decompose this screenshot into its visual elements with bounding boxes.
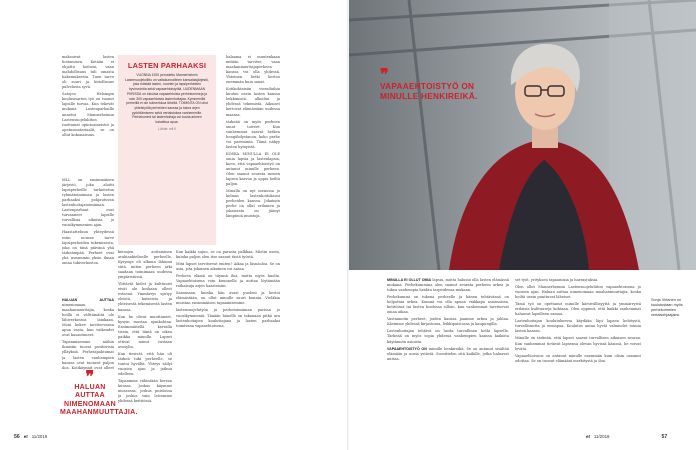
sidebar-body: VUONNA 1920 perustettu Mannerheimin Lastensuojeluliitto on valtakunnallinen kansalaisjärjestö, joka edistää lasten, nuorten ja lapsiperheiden hyvinvointia sekä vapaaehtoistyötä. UUDENMAAN PIIRISSÄ on lukuisia vapaaehtoisia perhekummeja ja noin 300 vapaaehtoista lastenhoitajaa. Kymmenillä perheillä ei ole tukiverkkoa lähellä. TOIMINTA ON ollut yhteistyötä perheiden kanssa ja tukea arjen pyörittämiseen sekä vertaistukea vanhemmille. Perhekummi tai lastenhoitaja voi tuoda arkeen kaivattua apua. [125, 73, 209, 125]
photo-caption: Sonja Virtanen on koulutustaan myös perhekummien vertaisohjaajaksi. [651, 298, 683, 317]
left-col3-bottom [176, 250, 280, 435]
paragraph: Vapaaehtoisuus on antanut minulle enemmän kuin olisin osannut odottaa. Se on tuonut elämääni merkitystä ja iloa. [515, 353, 641, 363]
pullquote-text: VAPAAEHTOISTYÖ ON MINULLE HENKIREIKÄ. [380, 82, 478, 101]
paragraph: maksoivat lasten hoitamisen. Ketään ei ohjattu hoitoon, vaan mahdollisuus tuli omasta hakemuksesta. Tuen tarve oli suuri ja kiitollisuus palvelusta syvä. [62, 55, 114, 90]
portrait-photo [349, 0, 696, 270]
sidebar-title: LASTEN PARHAAKSI [127, 61, 207, 70]
paragraph: Lastenhoitajan tehtävä on luoda turvallinen hetki lapselle. Tärkeää on myös sopia yhdessä vanhempien kanssa kaikista käytännön asioista. [387, 329, 509, 344]
left-col1-bottom [62, 298, 114, 370]
quote-mark-icon: ❞ [85, 367, 95, 386]
right-col1 [387, 278, 509, 428]
paragraph: Tapaamisemme näihin ihmisiin tuovat positiivisia ylläyksiä. Perhetapahtumat ja lasten vanhempien kanssa ovat tuoneet paljon iloa. Kotikäynnit ovat olleet [62, 340, 114, 370]
paragraph: Ylittävät kielet ja kulttuurit eivät ole koskaan olleet esteenä. Ymmärrys syntyy eleistä, katseista ja yhteisestä tekemisestä lasten kanssa. [118, 282, 172, 312]
paragraph: Tämä työ on opettanut minulle kärsivällisyyttä ja ymmärrystä erilaisia kulttuureja kohtaan. Olen oppinut, että kaikki vanhemmat haluavat lapsilleen samaa. [515, 302, 641, 317]
issue-label: 11/2019 [31, 434, 48, 439]
paragraph: lastensuojelutyön ja perhetoiminnan parissa jo vuosikymmeniä. Tänään hänellä on takanaan pitkä ura lastenhoitajien kouluttajana ja lasten parhaaksi toimivana vapaaehtoisena. [176, 308, 280, 328]
paragraph: nimenomaan maahanmuuttajia, koska heillä ei välttämättä ole lähiverkostoa lainkaan. Moni kokee tarvitsevansa apua vasta, kun vaikeudet ovat kasautuneet. [62, 303, 114, 338]
lead-in: MINULLA EI OLLUT OMIA [387, 278, 432, 282]
paragraph: Minulla on nyt menossa jo kolmas lastenhoitokausi perheiden kanssa. Jokainen perhe on ollut erilainen ja jokaisesta on jäänyt lämpimiä muistoja. [226, 189, 280, 219]
paragraph: Perhekummi on tukena perheelle ja hänen tehtävänsä on helpottaa arkea. Kummi voi olla apuna vaikkapa asioinnissa, kotitöissä tai lasten hoidossa silloin, kun vanhemmat tarvitsevat omaa aikaa. [387, 295, 509, 315]
page-number: 57 [661, 434, 668, 440]
sidebar-source: Lähde: mll.fi [158, 126, 176, 131]
left-pullquote [60, 367, 138, 418]
right-folio [586, 434, 667, 440]
paragraph: Vastaanotin perheet, joiden kanssa jaamme arkea ja juhlaa. Kävimme yhdessä kirjastossa, leikkipuistossa ja kaupungilla. [387, 317, 509, 327]
paragraph: Minulle on tärkeää, että lapset saavat turvallisen aikuisen seuraa. Kun vanhemmat tietävät lapsensa olevan hyvissä käsissä, he voivat levätä. [515, 336, 641, 351]
paragraph: MLL on ensimmäinen järjestö, joka aloitti lapsiperheille tarkoitetun ryhmätoiminnan ja lasten parhaaksi pohjautuvan lastenhoitajatoiminnan. Lastenparhaat ovat turvanneet lapsille turvallisia aikuisia jo vuosikymmenien ajan. [62, 178, 114, 228]
paragraph: Mitä lapset tarvitsevat eniten? Aikaa ja läsnäoloa. Se on asia, jota jokainen aikuinen voi antaa. [176, 262, 280, 272]
magazine-name: et [23, 434, 28, 439]
left-col1-top [62, 55, 114, 175]
lead-in: HALUAN AUTTAA [62, 298, 114, 302]
paragraph: Haastatteluun yhteydessä esiin nousee tarve lapsiperheiden tukemisesta, joka on tänä päivänä yhä tärkeämpää. Perheet ovat yhä useammin yksin ilman omaa tukiverkostoa. [62, 230, 114, 265]
issue-label: 11/2019 [593, 434, 610, 439]
right-pullquote [380, 65, 480, 101]
paragraph: Kun he olivat muuttaneet, kysyin mustaa ajankohtaa. Ensimmäisellä kerralla tiesin, että tämä on oikea paikka minulle. Lapset ottivat minut vastaan avosylin. [118, 314, 172, 349]
right-col2 [515, 278, 641, 428]
paragraph: Sanomaan, kuinka hän avasi puoleni ja kertoi elämästään, on ollut minulle suuri kunnia. Vieläkin muistan ensimmäisen tapaamisemme. [176, 291, 280, 306]
lead-in: VAPAAEHTOISTYÖ ON [387, 346, 427, 351]
paragraph: Kun tiesivät, että hän oli tärkeä tuki perheelle, se tuntui hyvältä. Yhteys säilyi vuosien ajan ja jatkuu edelleen. [118, 351, 172, 377]
left-folio [14, 434, 47, 440]
paragraph: Kotikohtaisiin vierailuihin kuuluu usein lasten kanssa leikkimistä, ulkoilua ja yhdessä tekemistä. Aikuiset kertovat elämästään uudessa maassa. [226, 87, 280, 117]
paragraph: halaama ei muutenkaan mitään tarvitse, vaan maahanmuuttajaperheen kanssa voi olla yhdessä. Yhteinen hetki kertoo enemmän kuin sanat. [226, 55, 280, 85]
paragraph: Kun kaikki sujuu, se on parasta palkkaa. Mietin usein, kuinka paljon olen itse saanut tästä työstä. [176, 250, 280, 260]
paragraph: KOSKA MINULLA EI OLE omia lapsia ja lastenlapsia, koen, että vapaaehtoistyö on antanut minulle perheen. Olen saanut seurata monen lapsen kasvua ja oppia heiltä paljon. [226, 151, 280, 187]
paragraph: minulle henkireikä. Se on antanut sisältöä elämään ja uusia ystäviä. Suosittelen sitä kaikille, jotka haluavat auttaa. [387, 346, 509, 361]
portrait-illustration [349, 0, 696, 270]
paragraph: keinojen auttaminen arabiankieliselle perheelle. Kysymys oli alkuun lähinnä siitä, miten perheen arki saadaan toimimaan uudessa ympäristössä. [118, 250, 172, 280]
paragraph: Satojen Helsingin koulusisarten työ on tuonut lapsille turvaa. Kun tekevät mukana Lastenparhaille annetut Mannerheimin Lastensuojeluliiton tuottamat opintoaineistot ja opetusmateriaalit, se on ollut kokonaisuus. [62, 92, 114, 137]
magazine-name: et [586, 434, 590, 439]
paragraph: tärkeää on myös perheen omat toiveet. Kun vanhemmat saavat hetken hengähdystauon, koko perhe voi paremmin. Tämä näkyy lasten hymyistä. [226, 119, 280, 149]
paragraph: set työt, yrityksen tapaamisia ja harrastuksia. [515, 278, 599, 282]
pullquote-text: HALUAN AUTTAA NIMENOMAAN MAAHANMUUTTAJIA. [60, 384, 138, 417]
paragraph: lapsia, mutta halusin olla lasten elämässä mukana. Perhekummina olen saanut seurata perheen arkea ja tukea vanhempia heidän tarpeidensa mukaan. [387, 278, 509, 293]
left-col1-mid [62, 178, 114, 296]
page-number: 56 [14, 434, 20, 440]
paragraph: Olen ollut Mannerheimin Lastensuojeluliiton vapaaehtoisena jo vuosien ajan. Haluan auttaa nimenomaan maahanmuuttajia, koska heiltä usein puuttuvat läheiset. [515, 285, 641, 300]
paragraph: Lastenhoitajan koulutuksessa käydään läpi lapsen kehitystä, turvallisuutta ja ensiapua. Koulutus antaa hyvät valmiudet toimia lasten kanssa. [515, 319, 641, 334]
lasten-parhaaksi-box [118, 55, 216, 245]
left-col2-bottom [118, 250, 172, 435]
left-col3-top [226, 55, 280, 245]
quote-mark-icon: ❞ [380, 65, 389, 84]
paragraph: Tapaamme vähintään kerran kuussa. Joskus käymme museossa, joskus puistossa ja joskus vain leivomme yhdessä keittiössä. [118, 379, 172, 404]
paragraph: Perheen elämä on täynnä iloa, mutta myös huolia. Vapaaehtoisena voin kuunnella ja auttaa löytämään ratkaisuja arjen haasteisiin. [176, 274, 280, 289]
